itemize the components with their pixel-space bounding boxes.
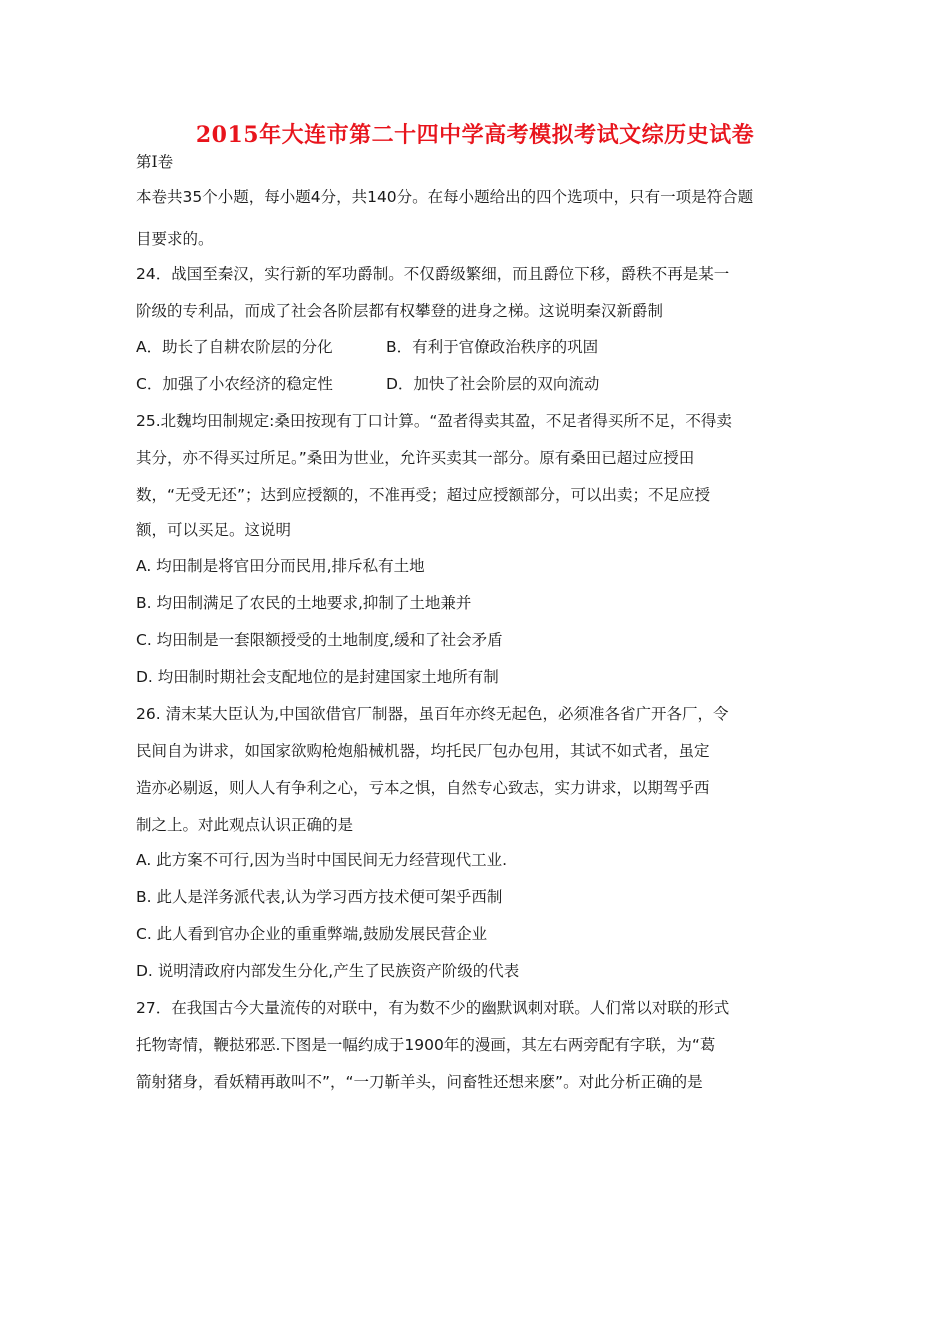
q26-option-c: C. 此人看到官办企业的重重弊端,鼓励发展民营企业 [136, 925, 488, 943]
q26-stem-line-3: 造亦必剔返，则人人有争利之心，亏本之惧，自然专心致志，实力讲求，以期驾乎西 [136, 779, 710, 797]
q24-stem-line-2: 阶级的专利品，而成了社会各阶层都有权攀登的进身之梯。这说明秦汉新爵制 [136, 302, 664, 320]
q25-option-d: D. 均田制时期社会支配地位的是封建国家土地所有制 [136, 668, 499, 686]
q24-option-a: A．助长了自耕农阶层的分化 [136, 338, 333, 356]
q26-option-a: A. 此方案不可行,因为当时中国民间无力经营现代工业. [136, 851, 508, 869]
instructions-line-1: 本卷共35个小题，每小题4分，共140分。在每小题给出的四个选项中，只有一项是符合题 [136, 188, 754, 206]
q25-stem-line-3: 数，“无受无还”；达到应授额的，不准再受；超过应授额部分，可以出卖；不足应授 [136, 486, 711, 504]
q25-option-b: B. 均田制满足了农民的土地要求,抑制了土地兼并 [136, 594, 472, 612]
exam-title: 2015年大连市第二十四中学高考模拟考试文综历史试卷 [195, 122, 755, 148]
q24-option-c: C．加强了小农经济的稳定性 [136, 375, 333, 393]
q24-option-d: D．加快了社会阶层的双向流动 [386, 375, 600, 393]
q25-stem-line-4: 额，可以买足。这说明 [136, 521, 292, 539]
q27-stem-line-3: 箭射猪身，看妖精再敢叫不”，“一刀靳羊头，问畜牲还想来麽”。对此分析正确的是 [136, 1073, 703, 1091]
q26-stem-line-1: 26. 清末某大臣认为,中国欲借官厂制器，虽百年亦终无起色，必须准各省广开各厂，令 [136, 705, 729, 723]
q24-stem-line-1: 24．战国至秦汉，实行新的军功爵制。不仅爵级繁细，而且爵位下移，爵秩不再是某一 [136, 265, 730, 283]
q25-stem-line-2: 其分，亦不得买过所足。”桑田为世业，允许买卖其一部分。原有桑田已超过应授田 [136, 449, 695, 467]
q26-option-b: B. 此人是洋务派代表,认为学习西方技术便可架乎西制 [136, 888, 503, 906]
q27-stem-line-2: 托物寄情，鞭挞邪恶.下图是一幅约成于1900年的漫画，其左右两旁配有字联，为“葛 [136, 1036, 716, 1054]
q27-stem-line-1: 27．在我国古今大量流传的对联中，有为数不少的幽默讽刺对联。人们常以对联的形式 [136, 999, 730, 1017]
q25-option-c: C. 均田制是一套限额授受的土地制度,缓和了社会矛盾 [136, 631, 503, 649]
q25-stem-line-1: 25.北魏均田制规定:桑田按现有丁口计算。“盈者得卖其盈，不足者得买所不足，不得卖 [136, 412, 732, 430]
instructions-line-2: 目要求的。 [136, 230, 214, 248]
q26-stem-line-2: 民间自为讲求，如国家欲购枪炮船械机器，均托民厂包办包用，其试不如式者，虽定 [136, 742, 710, 760]
q24-option-b: B．有利于官僚政治秩序的巩固 [386, 338, 599, 356]
q26-option-d: D. 说明清政府内部发生分化,产生了民族资产阶级的代表 [136, 962, 520, 980]
q26-stem-line-4: 制之上。对此观点认识正确的是 [136, 816, 354, 834]
q25-option-a: A. 均田制是将官田分而民用,排斥私有土地 [136, 557, 425, 575]
section-label: 第Ⅰ卷 [136, 153, 174, 171]
